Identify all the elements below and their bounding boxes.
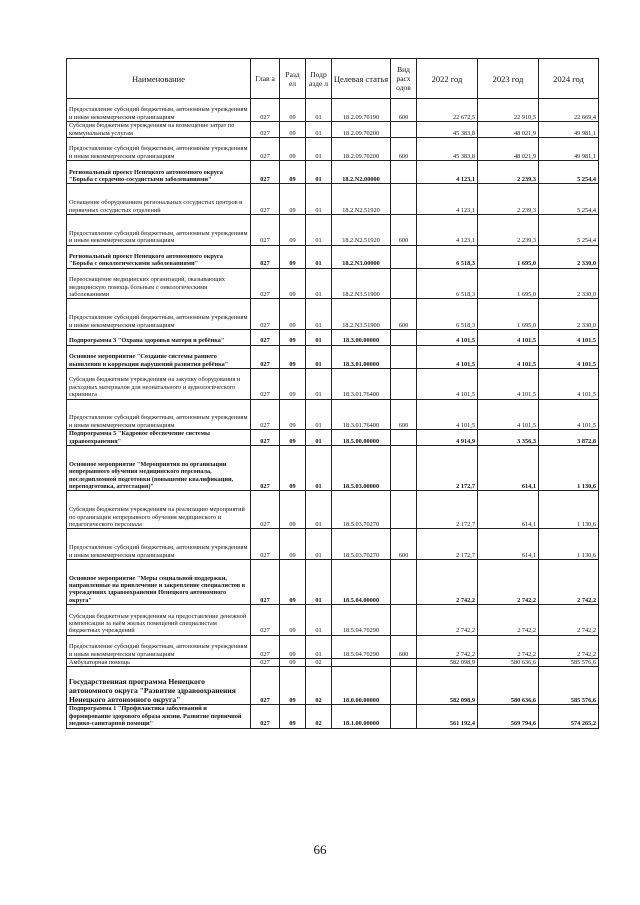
cell-glava: 027 bbox=[251, 138, 280, 161]
cell-2022: 582 098,9 bbox=[417, 667, 478, 705]
budget-table-page bbox=[66, 58, 598, 729]
cell-2023: 580 636,6 bbox=[478, 667, 539, 705]
cell-glava: 027 bbox=[251, 268, 280, 299]
cell-podrazdel: 01 bbox=[306, 635, 332, 658]
cell-name: Подпрограмма 3 "Охрана здоровья матери и ребёнка" bbox=[67, 329, 251, 345]
cell-2024: 574 265,2 bbox=[539, 705, 599, 728]
cell-2023: 614,1 bbox=[478, 445, 539, 490]
cell-vid bbox=[391, 368, 417, 399]
cell-glava: 027 bbox=[251, 214, 280, 245]
cell-name: Предоставление субсидий бюджетным, автономным учреждениям и иным некоммерческим организациям bbox=[67, 529, 251, 560]
header-2023: 2023 год bbox=[478, 59, 539, 99]
cell-name: Подпрограмма 5 "Кадровое обеспечение системы здравоохранения" bbox=[67, 430, 251, 446]
cell-glava: 027 bbox=[251, 430, 280, 446]
cell-2024: 585 576,6 bbox=[539, 659, 599, 667]
cell-razdel: 09 bbox=[280, 368, 306, 399]
cell-2024: 49 981,1 bbox=[539, 138, 599, 161]
cell-vid: 600 bbox=[391, 99, 417, 122]
header-name: Наименование bbox=[67, 59, 251, 99]
cell-name: Субсидия бюджетным учреждениям на закупку оборудования и расходных материалов для неонатального и аудиологического скрининга bbox=[67, 368, 251, 399]
cell-name: Субсидия бюджетным учреждениям на реализацию мероприятий по организации непрерывного обучения медицинского и педагогического персонала bbox=[67, 491, 251, 529]
cell-razdel: 09 bbox=[280, 659, 306, 667]
cell-razdel: 09 bbox=[280, 635, 306, 658]
cell-article: 18.3.01.00000 bbox=[332, 345, 391, 368]
cell-2024: 3 872,8 bbox=[539, 430, 599, 446]
cell-razdel: 09 bbox=[280, 529, 306, 560]
cell-article: 18.3.00.00000 bbox=[332, 329, 391, 345]
cell-article: 18.2.N3.51900 bbox=[332, 299, 391, 330]
cell-vid bbox=[391, 245, 417, 268]
cell-glava: 027 bbox=[251, 491, 280, 529]
cell-2022: 2 742,2 bbox=[417, 559, 478, 604]
table-row bbox=[67, 161, 599, 184]
table-row bbox=[67, 329, 599, 345]
cell-name: Амбулаторная помощь bbox=[67, 659, 251, 667]
cell-glava: 027 bbox=[251, 605, 280, 636]
cell-2024: 4 101,5 bbox=[539, 345, 599, 368]
cell-vid: 600 bbox=[391, 399, 417, 430]
cell-2024: 4 101,5 bbox=[539, 399, 599, 430]
cell-vid bbox=[391, 430, 417, 446]
cell-glava: 027 bbox=[251, 635, 280, 658]
cell-2024: 4 101,5 bbox=[539, 368, 599, 399]
table-row bbox=[67, 605, 599, 636]
cell-podrazdel: 01 bbox=[306, 245, 332, 268]
cell-razdel: 09 bbox=[280, 161, 306, 184]
cell-vid bbox=[391, 659, 417, 667]
cell-2023: 614,1 bbox=[478, 491, 539, 529]
cell-podrazdel: 01 bbox=[306, 529, 332, 560]
cell-2023: 22 910,5 bbox=[478, 99, 539, 122]
cell-podrazdel: 01 bbox=[306, 491, 332, 529]
cell-article: 18.2.N3.00000 bbox=[332, 245, 391, 268]
cell-razdel: 09 bbox=[280, 268, 306, 299]
cell-vid: 600 bbox=[391, 138, 417, 161]
cell-2023: 2 239,3 bbox=[478, 214, 539, 245]
table-row bbox=[67, 268, 599, 299]
cell-name: Основное мероприятие "Мероприятия по организации непрерывного обучения медицинского персонала, последипломной подготовки (повышение квалификации, переподготовка, аттестация)" bbox=[67, 445, 251, 490]
cell-article: 18.0.00.00000 bbox=[332, 667, 391, 705]
cell-2023: 569 794,6 bbox=[478, 705, 539, 728]
header-vid: Вид расх одов bbox=[391, 59, 417, 99]
cell-glava: 027 bbox=[251, 345, 280, 368]
cell-2023: 4 101,5 bbox=[478, 368, 539, 399]
cell-glava: 027 bbox=[251, 161, 280, 184]
cell-article: 18.2.N2.51920 bbox=[332, 214, 391, 245]
cell-glava: 027 bbox=[251, 122, 280, 138]
cell-vid bbox=[391, 491, 417, 529]
cell-2022: 6 518,3 bbox=[417, 268, 478, 299]
cell-glava: 027 bbox=[251, 667, 280, 705]
cell-name: Субсидия бюджетным учреждениям на возмещение затрат по коммунальным услугам bbox=[67, 122, 251, 138]
cell-2024: 1 130,6 bbox=[539, 529, 599, 560]
cell-article: 18.5.04.70290 bbox=[332, 635, 391, 658]
cell-2022: 4 123,1 bbox=[417, 214, 478, 245]
cell-name: Предоставление субсидий бюджетным, автономным учреждениям и иным некоммерческим организациям bbox=[67, 99, 251, 122]
cell-article: 18.5.04.00000 bbox=[332, 559, 391, 604]
table-row bbox=[67, 138, 599, 161]
cell-2022: 4 101,5 bbox=[417, 329, 478, 345]
table-row bbox=[67, 184, 599, 215]
cell-2024: 2 742,2 bbox=[539, 605, 599, 636]
cell-2024: 5 254,4 bbox=[539, 214, 599, 245]
table-row bbox=[67, 659, 599, 667]
cell-razdel: 09 bbox=[280, 445, 306, 490]
cell-podrazdel: 01 bbox=[306, 268, 332, 299]
cell-2023: 2 742,2 bbox=[478, 635, 539, 658]
cell-2023: 4 101,5 bbox=[478, 345, 539, 368]
cell-podrazdel: 01 bbox=[306, 445, 332, 490]
table-row bbox=[67, 345, 599, 368]
cell-vid bbox=[391, 268, 417, 299]
cell-2022: 561 192,4 bbox=[417, 705, 478, 728]
cell-2024: 5 254,4 bbox=[539, 161, 599, 184]
cell-2022: 2 172,7 bbox=[417, 529, 478, 560]
cell-2023: 2 239,3 bbox=[478, 184, 539, 215]
table-row bbox=[67, 491, 599, 529]
cell-2024: 2 742,2 bbox=[539, 559, 599, 604]
cell-glava: 027 bbox=[251, 184, 280, 215]
cell-article: 18.5.03.00000 bbox=[332, 445, 391, 490]
cell-podrazdel: 01 bbox=[306, 329, 332, 345]
cell-razdel: 09 bbox=[280, 184, 306, 215]
cell-razdel: 09 bbox=[280, 329, 306, 345]
cell-podrazdel: 01 bbox=[306, 368, 332, 399]
header-2022: 2022 год bbox=[417, 59, 478, 99]
cell-vid bbox=[391, 329, 417, 345]
cell-vid bbox=[391, 184, 417, 215]
table-body bbox=[67, 99, 599, 729]
header-2024: 2024 год bbox=[539, 59, 599, 99]
cell-name: Переоснащение медицинских организаций, оказывающих медицинскую помощь больным с онкологическими заболеваниями bbox=[67, 268, 251, 299]
cell-article: 18.2.N2.51920 bbox=[332, 184, 391, 215]
cell-2024: 4 101,5 bbox=[539, 329, 599, 345]
table-row bbox=[67, 705, 599, 728]
cell-2023: 1 695,0 bbox=[478, 299, 539, 330]
cell-glava: 027 bbox=[251, 299, 280, 330]
cell-podrazdel: 01 bbox=[306, 399, 332, 430]
cell-glava: 027 bbox=[251, 368, 280, 399]
cell-glava: 027 bbox=[251, 705, 280, 728]
cell-2024: 585 576,6 bbox=[539, 667, 599, 705]
cell-name: Оснащение оборудованием региональных сосудистых центров и первичных сосудистых отделений bbox=[67, 184, 251, 215]
cell-glava: 027 bbox=[251, 99, 280, 122]
table-row bbox=[67, 368, 599, 399]
cell-2022: 2 172,7 bbox=[417, 491, 478, 529]
table-row bbox=[67, 245, 599, 268]
budget-table bbox=[66, 58, 599, 729]
cell-2023: 3 356,3 bbox=[478, 430, 539, 446]
cell-name: Подпрограмма 1 "Профилактика заболеваний и формирование здорового образа жизни. Развитие первичной медико-санитарной помощи" bbox=[67, 705, 251, 728]
table-row bbox=[67, 99, 599, 122]
cell-2022: 45 383,8 bbox=[417, 138, 478, 161]
cell-glava: 027 bbox=[251, 245, 280, 268]
cell-article: 18.5.04.70290 bbox=[332, 605, 391, 636]
cell-razdel: 09 bbox=[280, 245, 306, 268]
cell-razdel: 09 bbox=[280, 345, 306, 368]
cell-glava: 027 bbox=[251, 329, 280, 345]
cell-razdel: 09 bbox=[280, 667, 306, 705]
cell-2023: 48 021,9 bbox=[478, 138, 539, 161]
cell-2022: 4 914,9 bbox=[417, 430, 478, 446]
header-article: Целевая статья bbox=[332, 59, 391, 99]
cell-name: Региональный проект Ненецкого автономного округа "Борьба с сердечно-сосудистыми заболеваниями" bbox=[67, 161, 251, 184]
cell-2023: 4 101,5 bbox=[478, 399, 539, 430]
cell-razdel: 09 bbox=[280, 605, 306, 636]
cell-name: Предоставление субсидий бюджетным, автономным учреждениям и иным некоммерческим организациям bbox=[67, 214, 251, 245]
cell-podrazdel: 01 bbox=[306, 605, 332, 636]
cell-2022: 2 742,2 bbox=[417, 635, 478, 658]
cell-vid bbox=[391, 705, 417, 728]
table-header-row bbox=[67, 59, 599, 99]
cell-name: Региональный проект Ненецкого автономного округа "Борьба с онкологическими заболеваниями" bbox=[67, 245, 251, 268]
cell-podrazdel: 01 bbox=[306, 138, 332, 161]
cell-2023: 2 239,3 bbox=[478, 161, 539, 184]
cell-article: 18.1.00.00000 bbox=[332, 705, 391, 728]
cell-2022: 4 123,1 bbox=[417, 161, 478, 184]
cell-2022: 2 172,7 bbox=[417, 445, 478, 490]
cell-2024: 1 130,6 bbox=[539, 491, 599, 529]
cell-podrazdel: 01 bbox=[306, 345, 332, 368]
cell-podrazdel: 01 bbox=[306, 99, 332, 122]
cell-2022: 22 672,5 bbox=[417, 99, 478, 122]
cell-2024: 2 330,0 bbox=[539, 268, 599, 299]
cell-article: 18.5.03.70270 bbox=[332, 491, 391, 529]
cell-2023: 614,1 bbox=[478, 529, 539, 560]
cell-2022: 582 098,9 bbox=[417, 659, 478, 667]
table-row bbox=[67, 299, 599, 330]
table-row bbox=[67, 399, 599, 430]
cell-2022: 4 123,1 bbox=[417, 184, 478, 215]
cell-glava: 027 bbox=[251, 559, 280, 604]
cell-vid: 600 bbox=[391, 299, 417, 330]
cell-podrazdel: 02 bbox=[306, 659, 332, 667]
cell-article: 18.3.01.76400 bbox=[332, 399, 391, 430]
cell-name: Предоставление субсидий бюджетным, автономным учреждениям и иным некоммерческим организациям bbox=[67, 299, 251, 330]
cell-article: 18.2.09.70200 bbox=[332, 138, 391, 161]
cell-vid: 600 bbox=[391, 635, 417, 658]
table-row bbox=[67, 559, 599, 604]
cell-vid bbox=[391, 345, 417, 368]
cell-razdel: 09 bbox=[280, 399, 306, 430]
cell-podrazdel: 02 bbox=[306, 667, 332, 705]
cell-article: 18.5.00.00000 bbox=[332, 430, 391, 446]
cell-name: Основное мероприятие "Создание системы раннего выявления и коррекции нарушений развития ребёнка" bbox=[67, 345, 251, 368]
cell-2023: 2 742,2 bbox=[478, 559, 539, 604]
cell-article: 18.2.N2.00000 bbox=[332, 161, 391, 184]
cell-article bbox=[332, 659, 391, 667]
cell-podrazdel: 01 bbox=[306, 430, 332, 446]
cell-razdel: 09 bbox=[280, 559, 306, 604]
cell-2024: 2 330,0 bbox=[539, 299, 599, 330]
cell-podrazdel: 01 bbox=[306, 214, 332, 245]
cell-name: Основное мероприятие "Меры социальной поддержки, направленные на привлечение и закрепление специалистов в учреждениях здравоохранения Ненецкого автономного округа" bbox=[67, 559, 251, 604]
cell-2022: 45 383,8 bbox=[417, 122, 478, 138]
cell-article: 18.3.01.76400 bbox=[332, 368, 391, 399]
table-row bbox=[67, 529, 599, 560]
cell-2023: 1 695,0 bbox=[478, 245, 539, 268]
cell-glava: 027 bbox=[251, 399, 280, 430]
cell-2023: 580 636,6 bbox=[478, 659, 539, 667]
table-row bbox=[67, 635, 599, 658]
cell-podrazdel: 01 bbox=[306, 299, 332, 330]
cell-2022: 4 101,5 bbox=[417, 399, 478, 430]
cell-razdel: 09 bbox=[280, 214, 306, 245]
cell-podrazdel: 01 bbox=[306, 184, 332, 215]
table-row bbox=[67, 214, 599, 245]
cell-glava: 027 bbox=[251, 529, 280, 560]
table-row bbox=[67, 122, 599, 138]
cell-podrazdel: 02 bbox=[306, 705, 332, 728]
table-row bbox=[67, 667, 599, 705]
cell-name: Субсидия бюджетным учреждениям на предоставление денежной компенсации за наём жилых помещений специалистам бюджетных учреждений bbox=[67, 605, 251, 636]
cell-razdel: 09 bbox=[280, 122, 306, 138]
cell-razdel: 09 bbox=[280, 491, 306, 529]
cell-article: 18.5.03.70270 bbox=[332, 529, 391, 560]
cell-2023: 4 101,5 bbox=[478, 329, 539, 345]
cell-2022: 6 518,3 bbox=[417, 245, 478, 268]
cell-2022: 4 101,5 bbox=[417, 345, 478, 368]
cell-glava: 027 bbox=[251, 659, 280, 667]
cell-article: 18.2.09.70200 bbox=[332, 122, 391, 138]
cell-podrazdel: 01 bbox=[306, 122, 332, 138]
cell-podrazdel: 01 bbox=[306, 161, 332, 184]
page-number: 66 bbox=[313, 842, 327, 857]
header-razdel: Разд ел bbox=[280, 59, 306, 99]
cell-razdel: 09 bbox=[280, 430, 306, 446]
cell-vid bbox=[391, 559, 417, 604]
cell-razdel: 09 bbox=[280, 299, 306, 330]
cell-2024: 2 330,0 bbox=[539, 245, 599, 268]
cell-vid bbox=[391, 605, 417, 636]
cell-vid bbox=[391, 667, 417, 705]
cell-razdel: 09 bbox=[280, 705, 306, 728]
header-glava: Глав а bbox=[251, 59, 280, 99]
cell-name: Предоставление субсидий бюджетным, автономным учреждениям и иным некоммерческим организациям bbox=[67, 138, 251, 161]
cell-2024: 2 742,2 bbox=[539, 635, 599, 658]
cell-vid: 600 bbox=[391, 529, 417, 560]
cell-2023: 1 695,0 bbox=[478, 268, 539, 299]
cell-2022: 4 101,5 bbox=[417, 368, 478, 399]
cell-name: Предоставление субсидий бюджетным, автономным учреждениям и иным некоммерческим организациям bbox=[67, 635, 251, 658]
cell-2023: 2 742,2 bbox=[478, 605, 539, 636]
cell-vid bbox=[391, 122, 417, 138]
cell-2024: 49 981,1 bbox=[539, 122, 599, 138]
cell-glava: 027 bbox=[251, 445, 280, 490]
cell-vid bbox=[391, 161, 417, 184]
cell-2023: 48 021,9 bbox=[478, 122, 539, 138]
cell-razdel: 09 bbox=[280, 138, 306, 161]
table-row bbox=[67, 430, 599, 446]
cell-vid: 600 bbox=[391, 214, 417, 245]
cell-name: Предоставление субсидий бюджетным, автономным учреждениям и иным некоммерческим организациям bbox=[67, 399, 251, 430]
cell-name: Государственная программа Ненецкого автономного округа "Развитие здравоохранения Ненецкого автономного округа" bbox=[67, 667, 251, 705]
cell-article: 18.2.09.70190 bbox=[332, 99, 391, 122]
cell-2024: 1 130,6 bbox=[539, 445, 599, 490]
cell-razdel: 09 bbox=[280, 99, 306, 122]
header-podrazdel: Подр азде л bbox=[306, 59, 332, 99]
cell-2024: 22 669,4 bbox=[539, 99, 599, 122]
cell-2022: 2 742,2 bbox=[417, 605, 478, 636]
cell-2022: 6 518,3 bbox=[417, 299, 478, 330]
cell-article: 18.2.N3.51900 bbox=[332, 268, 391, 299]
cell-vid bbox=[391, 445, 417, 490]
table-row bbox=[67, 445, 599, 490]
cell-2024: 5 254,4 bbox=[539, 184, 599, 215]
cell-podrazdel: 01 bbox=[306, 559, 332, 604]
